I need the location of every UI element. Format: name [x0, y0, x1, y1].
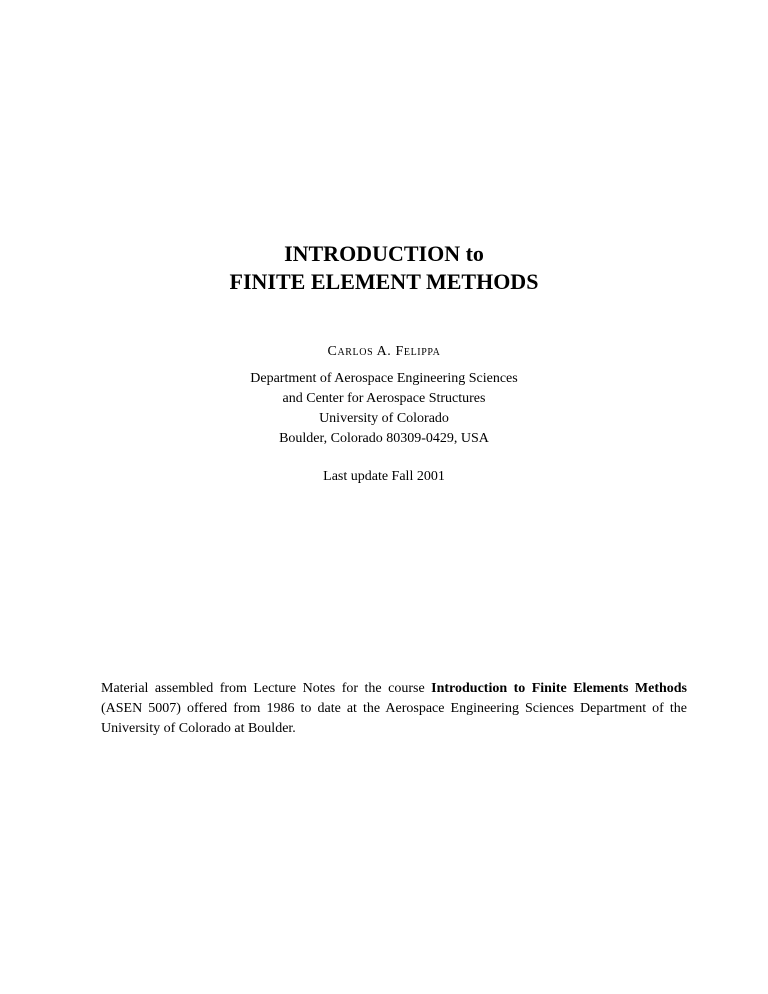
author-affiliation — [0, 369, 768, 449]
course-note-details: (ASEN 5007) offered from 1986 to date at the Aerospace Engineering Sciences Department of the University of Colorado at Boulder. — [101, 701, 687, 736]
course-note — [101, 679, 687, 739]
author-name: Carlos A. Felippa — [327, 344, 441, 359]
affiliation-line-1: Department of Aerospace Engineering Sciences — [250, 371, 518, 386]
affiliation-line-4: Boulder, Colorado 80309-0429, USA — [279, 431, 489, 446]
last-update: Last update Fall 2001 — [323, 469, 445, 484]
title-line-1: INTRODUCTION to — [284, 241, 484, 266]
affiliation-line-3: University of Colorado — [319, 411, 449, 426]
course-note-intro: Material assembled from Lecture Notes for the course — [101, 681, 432, 696]
course-name: Introduction to Finite Elements Methods — [431, 681, 688, 696]
document-title — [0, 240, 768, 296]
affiliation-line-2: and Center for Aerospace Structures — [282, 391, 486, 406]
title-line-2: FINITE ELEMENT METHODS — [229, 269, 539, 294]
